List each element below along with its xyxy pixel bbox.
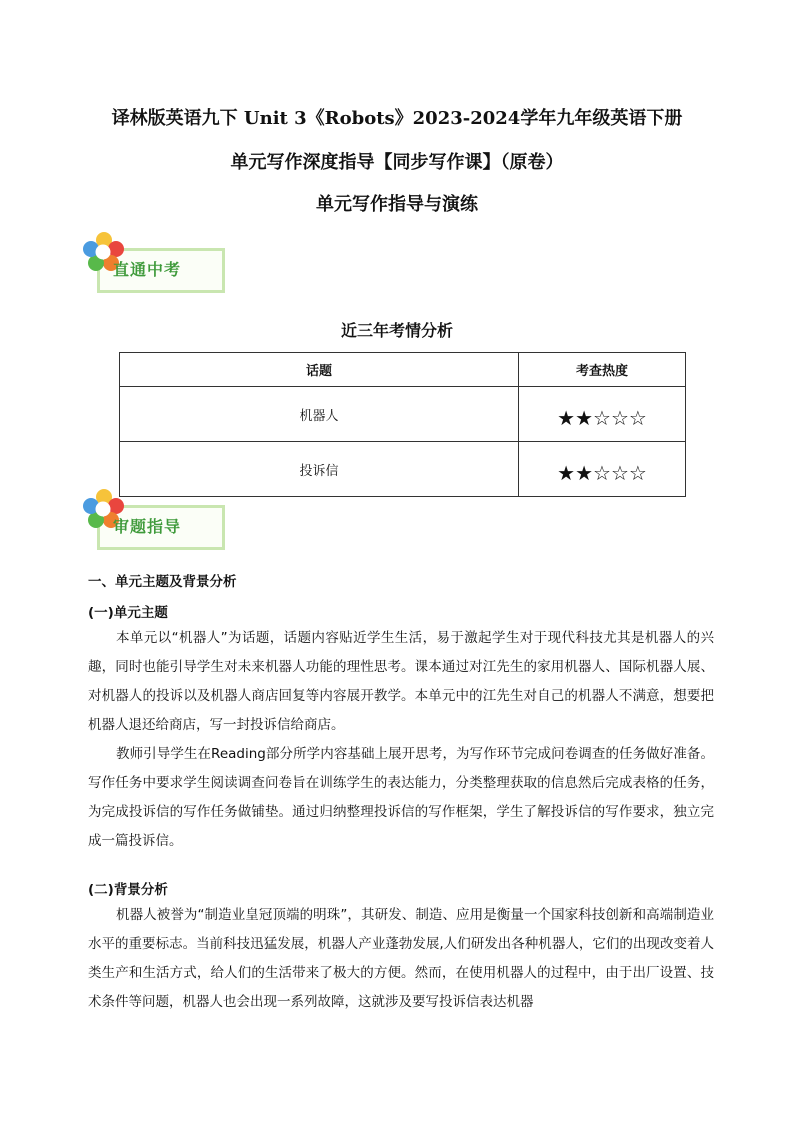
- header-topic: 话题: [120, 353, 519, 387]
- topic-cell: 投诉信: [120, 442, 519, 497]
- page-title-line2: 单元写作深度指导【同步写作课】（原卷）: [230, 152, 564, 173]
- section-heading: 一、单元主题及背景分析: [88, 574, 237, 590]
- subsection-heading: (二)背景分析: [88, 882, 168, 898]
- badge-zhitong: [82, 231, 242, 299]
- badge-shenti: [82, 488, 242, 556]
- analysis-table: [119, 352, 686, 497]
- badge-label: 审题指导: [113, 517, 182, 536]
- badge-label: 直通中考: [113, 260, 182, 279]
- paragraph: 本单元以“机器人”为话题，话题内容贴近学生生活，易于激起学生对于现代科技尤其是机器人的兴趣，同时也能引导学生对未来机器人功能的理性思考。课本通过对江先生的家用机器人、国际机器人展、对机器人的投诉以及机器人商店回复等内容展开教学。本单元中的江先生对自己的机器人不满意，想要把机器人退还给商店，写一封投诉信给商店。: [88, 630, 714, 733]
- header-heat: 考查热度: [519, 353, 686, 387]
- page-title-line3: 单元写作指导与演练: [316, 194, 478, 215]
- analysis-title: 近三年考情分析: [340, 321, 453, 340]
- page-title-line1: 译林版英语九下 Unit 3《Robots》2023-2024学年九年级英语下册: [111, 108, 683, 129]
- table-row: [120, 387, 686, 442]
- paragraph: 机器人被誉为“制造业皇冠顶端的明珠”，其研发、制造、应用是衡量一个国家科技创新和高端制造业水平的重要标志。当前科技迅猛发展，机器人产业蓬勃发展,人们研发出各种机器人，它们的出现改变着人类生产和生活方式，给人们的生活带来了极大的方便。然而，在使用机器人的过程中，由于出厂设置、技术条件等问题，机器人也会出现一系列故障，这就涉及要写投诉信表达机器: [88, 907, 714, 1010]
- table-header-row: [120, 353, 686, 387]
- heat-stars: ★★☆☆☆: [519, 387, 686, 442]
- paragraph: 教师引导学生在Reading部分所学内容基础上展开思考，为写作环节完成问卷调查的任务做好准备。写作任务中要求学生阅读调查问卷旨在训练学生的表达能力，分类整理获取的信息然后完成表格的任务，为完成投诉信的写作任务做铺垫。通过归纳整理投诉信的写作框架，学生了解投诉信的写作要求，独立完成一篇投诉信。: [88, 746, 714, 849]
- subsection-heading: (一)单元主题: [88, 605, 168, 621]
- heat-stars: ★★☆☆☆: [519, 442, 686, 497]
- topic-cell: 机器人: [120, 387, 519, 442]
